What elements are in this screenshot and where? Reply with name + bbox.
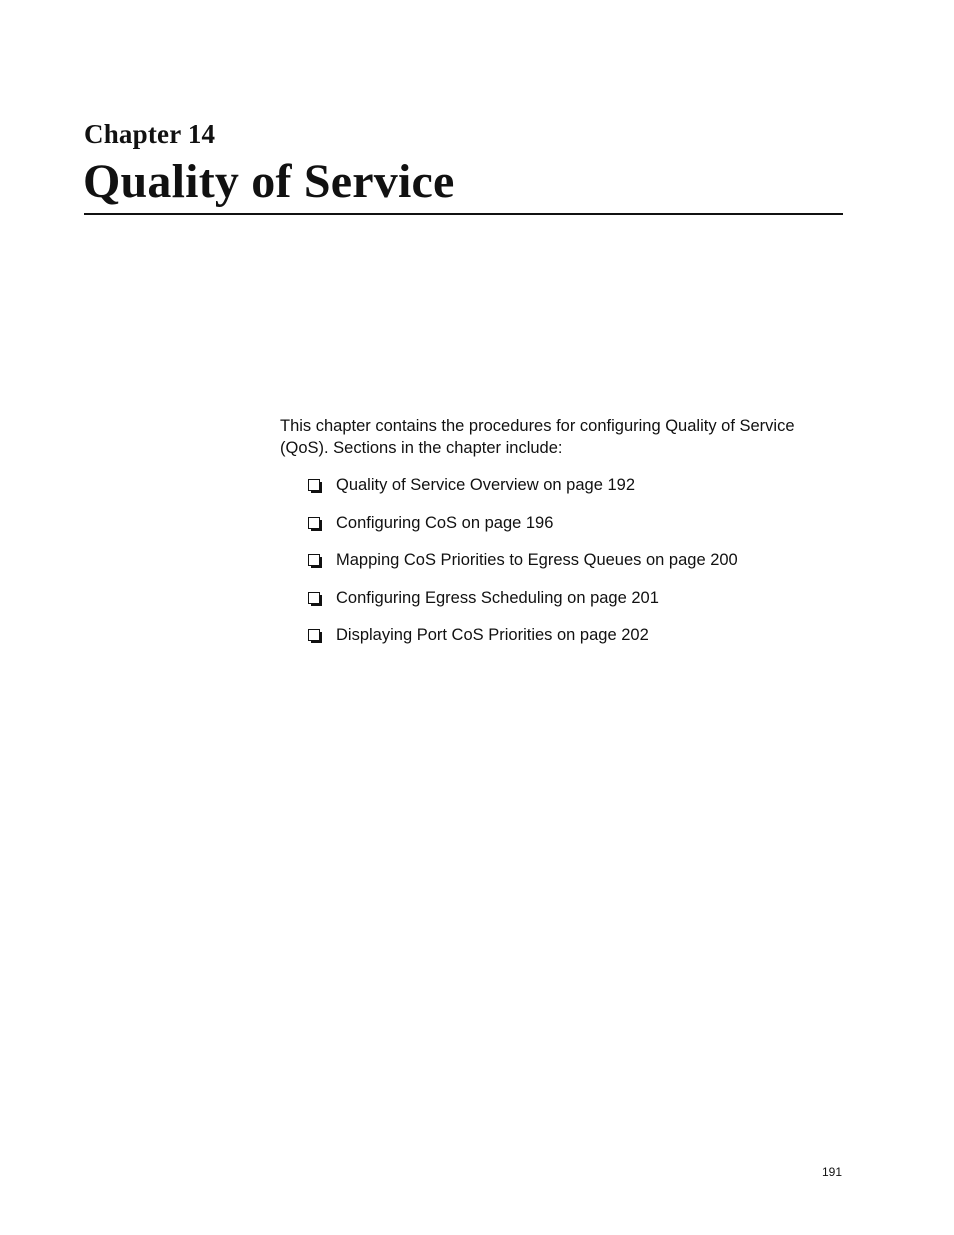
- section-link-configuring-cos[interactable]: Configuring CoS on page 196: [336, 513, 554, 532]
- checkbox-icon: [308, 629, 320, 641]
- checkbox-icon: [308, 592, 320, 604]
- section-list: [308, 474, 738, 662]
- checkbox-icon: [308, 554, 320, 566]
- list-item: [308, 587, 738, 609]
- checkbox-icon: [308, 479, 320, 491]
- section-link-port-cos-priorities[interactable]: Displaying Port CoS Priorities on page 202: [336, 626, 649, 644]
- list-item: [308, 474, 738, 496]
- chapter-label: Chapter 14: [84, 119, 216, 149]
- list-item: [308, 512, 738, 534]
- chapter-title: Quality of Service: [83, 155, 455, 208]
- section-link-mapping-cos[interactable]: Mapping CoS Priorities to Egress Queues on page 200: [336, 551, 738, 569]
- checkbox-icon: [308, 517, 320, 529]
- title-divider: [84, 213, 843, 215]
- page-number: 191: [822, 1165, 843, 1179]
- intro-paragraph: This chapter contains the procedures for configuring Quality of Service (QoS). Sections in the chapter include:: [280, 417, 795, 457]
- section-link-qos-overview[interactable]: Quality of Service Overview on page 192: [336, 476, 635, 494]
- list-item: [308, 624, 738, 646]
- list-item: [308, 549, 738, 571]
- section-link-egress-scheduling[interactable]: Configuring Egress Scheduling on page 201: [336, 588, 659, 607]
